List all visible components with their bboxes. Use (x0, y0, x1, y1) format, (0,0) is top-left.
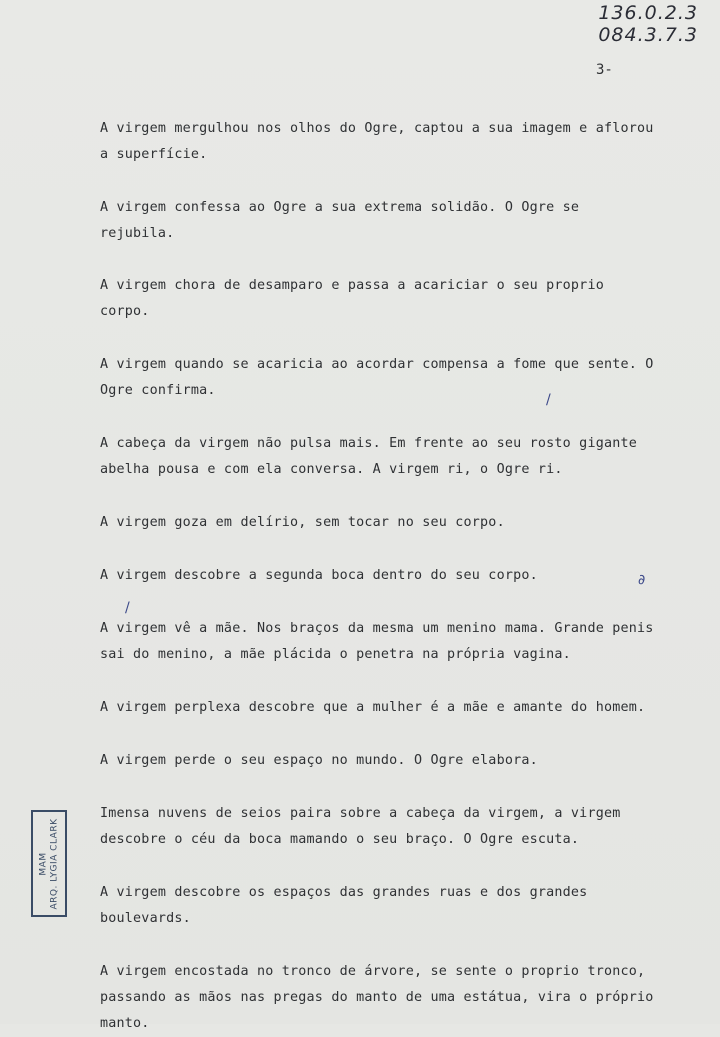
paragraph-13: A virgem encostada no tronco de árvore, se sente o proprio tronco, passando as mãos nas pregas do manto de uma estátua, vira o próprio manto. (100, 964, 654, 1031)
paragraph-6: A virgem goza em delírio, sem tocar no seu corpo. (100, 515, 505, 530)
paragraph-12: A virgem descobre os espaços das grandes ruas e dos grandes boulevards. (100, 885, 588, 926)
paragraph-8: A virgem vê a mãe. Nos braços da mesma um menino mama. Grande penis sai do menino, a mãe plácida o penetra na própria vagina. (100, 621, 654, 662)
archive-codes (598, 2, 698, 46)
pen-tick-mark: / (546, 392, 551, 408)
typed-text-body (100, 116, 660, 1037)
archive-code-1: 136.0.2.3 (598, 2, 698, 24)
paragraph-10: A virgem perde o seu espaço no mundo. O Ogre elabora. (100, 753, 538, 768)
archive-stamp (31, 810, 67, 917)
paragraph-9: A virgem perplexa descobre que a mulher é a mãe e amante do homem. (100, 700, 646, 715)
paragraph-2: A virgem confessa ao Ogre a sua extrema solidão. O Ogre se rejubila. (100, 200, 580, 241)
paragraph-5: A cabeça da virgem não pulsa mais. Em frente ao seu rosto gigante abelha pousa e com ela conversa. A virgem ri, o Ogre ri. (100, 436, 638, 477)
stamp-line-1: MAM (38, 851, 48, 876)
paragraph-1: A virgem mergulhou nos olhos do Ogre, captou a sua imagem e aflorou a superfície. (100, 121, 654, 162)
stamp-line-2: ARQ. LYGIA CLARK (49, 818, 59, 909)
paragraph-4: A virgem quando se acaricia ao acordar compensa a fome que sente. O Ogre confirma. (100, 357, 654, 398)
pen-margin-mark: ∂ (638, 572, 646, 588)
pen-slash-mark: / (125, 600, 130, 616)
paragraph-3: A virgem chora de desamparo e passa a acariciar o seu proprio corpo. (100, 278, 604, 319)
page-number: 3- (596, 62, 613, 78)
paragraph-7: A virgem descobre a segunda boca dentro do seu corpo. (100, 568, 538, 583)
archive-code-2: 084.3.7.3 (598, 24, 698, 46)
paragraph-11: Imensa nuvens de seios paira sobre a cabeça da virgem, a virgem descobre o céu da boca mamando o seu braço. O Ogre escuta. (100, 806, 621, 847)
